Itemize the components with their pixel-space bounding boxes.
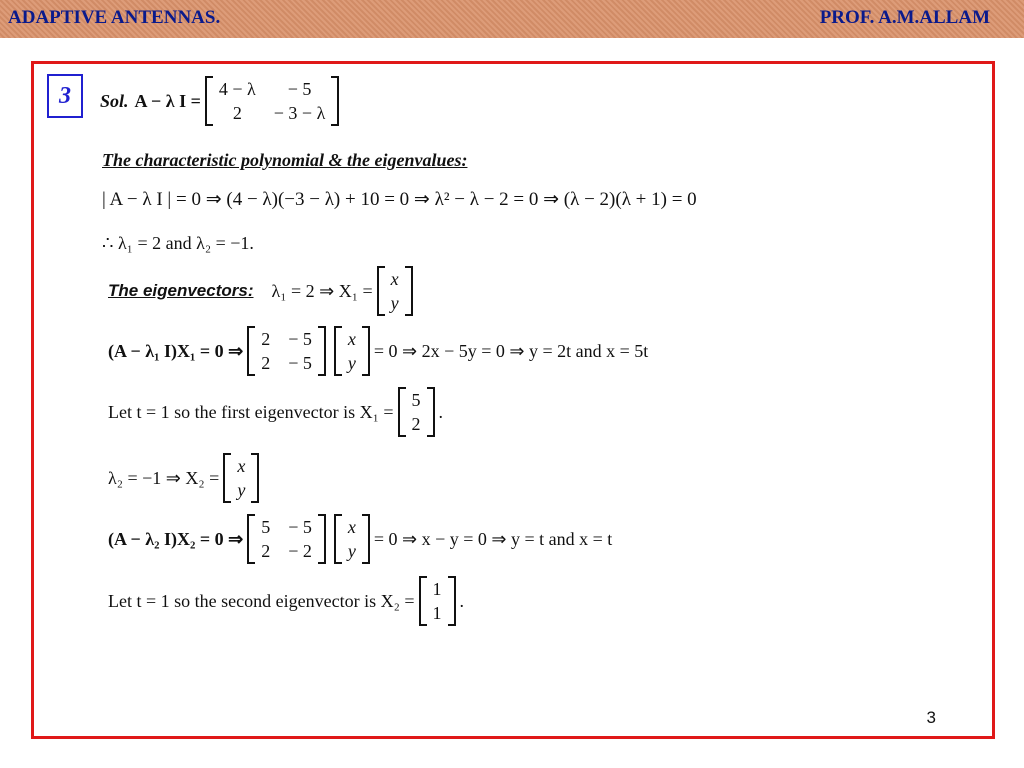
ev2-system-rhs: = 0 ⇒ x − y = 0 ⇒ y = t and x = t [373,528,613,549]
vector-cell: x [237,456,246,476]
vector-cell: 5 [411,390,421,410]
sol-label: Sol. [100,90,129,111]
vector-xy-1 [334,326,370,376]
char-poly-equation-line [102,188,697,211]
ev1-system-rhs: = 0 ⇒ 2x − 5y = 0 ⇒ y = 2t and x = 5t [373,340,649,361]
char-poly-heading: The characteristic polynomial & the eigenvalues: [102,150,468,170]
vector-cell: y [347,541,356,561]
ev2-result-line [108,576,464,626]
ev2-lambda-line [108,453,263,503]
vector-cell: 2 [411,414,421,434]
vector-cell: y [237,480,246,500]
vector-xy-2 [334,514,370,564]
matrix-cell: − 5 [288,329,312,349]
vector-cell: 1 [432,579,442,599]
solution-line [100,76,343,126]
vector-cell: x [390,269,399,289]
char-poly-equation: | A − λ I | = 0 ⇒ (4 − λ)(−3 − λ) + 10 = 0 ⇒ λ² − λ − 2 = 0 ⇒ (λ − 2)(λ + 1) = 0 [102,189,697,210]
vector-x1 [377,266,413,316]
matrix-cell: 2 [232,103,242,123]
ev2-let-text: Let t = 1 so the second eigenvector is X₂ = [108,590,415,611]
slide-header [0,0,1024,38]
ev1-lhs: λ₁ = 2 ⇒ X₁ = [271,280,373,301]
matrix-cell: − 2 [288,541,312,561]
matrix-cell: − 5 [287,79,312,99]
eigenvector-1 [398,387,435,437]
ev1-result-line [108,387,443,437]
vector-cell: x [347,517,356,537]
matrix-cell: 2 [261,329,271,349]
ev2-period: . [459,590,465,611]
course-title: ADAPTIVE ANTENNAS. [8,7,221,28]
vector-cell: 1 [432,603,442,623]
vector-x2 [223,453,259,503]
matrix-cell: − 5 [288,517,312,537]
matrix-cell: 4 − λ [218,79,256,99]
ev1-system-lhs: (A − λ₁ I)X₁ = 0 ⇒ [108,340,244,361]
ev1-system-line [108,326,648,376]
matrix-cell: − 5 [288,353,312,373]
page-number: 3 [926,708,936,727]
eigenvalues-line [102,233,254,254]
matrix-a-minus-lambda1 [247,326,326,376]
matrix-a-minus-lambda [205,76,339,126]
eigenvectors-line [108,266,417,316]
eigenvector-2 [419,576,456,626]
matrix-cell: − 3 − λ [273,103,326,123]
ev2-system-line [108,514,612,564]
matrix-cell: 2 [261,353,271,373]
char-poly-heading-line [102,150,467,171]
problem-number-badge: 3 [47,74,83,118]
eigenvectors-heading: The eigenvectors: [108,281,254,300]
eigenvalues-result: ∴ λ₁ = 2 and λ₂ = −1. [102,233,254,253]
ev2-system-lhs: (A − λ₂ I)X₂ = 0 ⇒ [108,528,244,549]
ev1-let-text: Let t = 1 so the first eigenvector is X₁ = [108,401,394,422]
ev1-period: . [438,401,444,422]
vector-cell: y [347,353,356,373]
matrix-cell: 5 [261,517,271,537]
sol-expression: A − λ I = [134,90,201,111]
ev2-lhs: λ₂ = −1 ⇒ X₂ = [108,467,220,488]
vector-cell: y [390,293,399,313]
matrix-a-minus-lambda2 [247,514,326,564]
matrix-cell: 2 [261,541,271,561]
author-name: PROF. A.M.ALLAM [819,7,990,28]
vector-cell: x [347,329,356,349]
